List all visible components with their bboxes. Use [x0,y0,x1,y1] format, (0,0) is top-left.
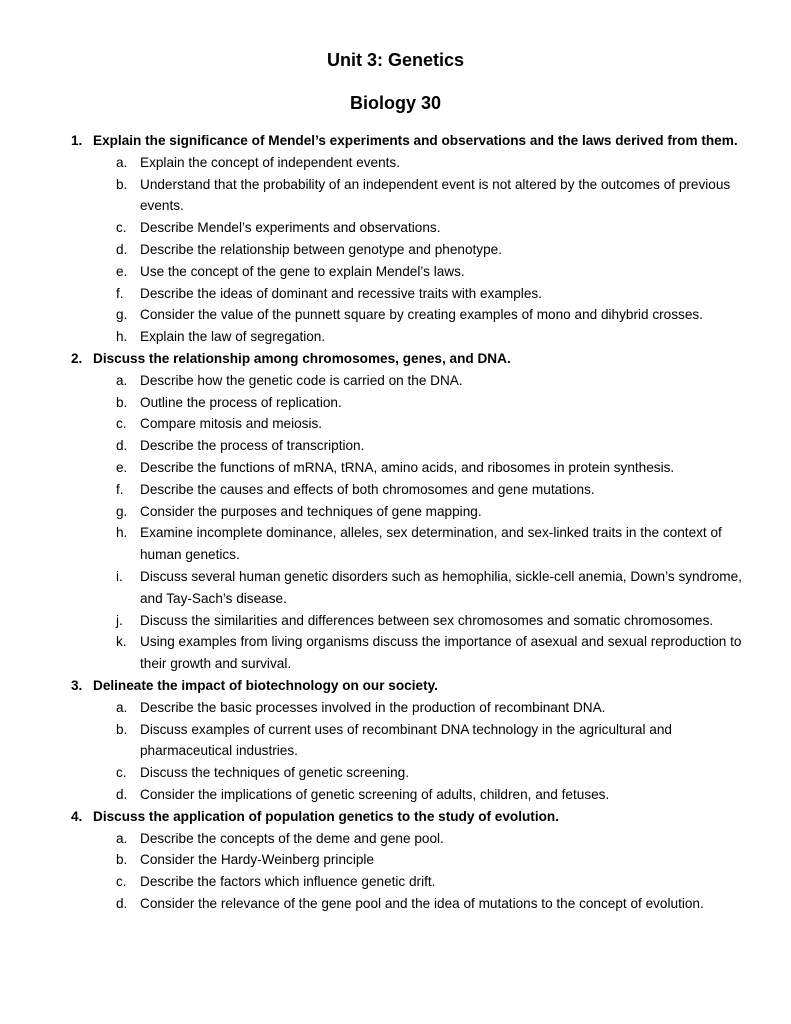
section-heading-row [0,130,791,152]
list-item [0,174,791,218]
list-item-letter: d. [116,241,128,257]
list-item-letter: f. [116,481,124,497]
section-heading-row [0,348,791,370]
list-item-letter: d. [116,438,128,454]
list-item [0,457,791,479]
list-item-text: Compare mitosis and meiosis. [140,416,323,432]
list-item [0,479,791,501]
list-item [0,283,791,305]
list-item-letter: e. [116,459,128,475]
list-item [0,304,791,326]
list-item [0,631,791,675]
list-item-text: Discuss several human genetic disorders such as hemophilia, sickle-cell anemia, Down’s syndrome, and Tay-Sach’s disease. [140,568,742,606]
list-item [0,413,791,435]
list-item-text: Describe the basic processes involved in the production of recombinant DNA. [140,699,606,715]
list-item [0,871,791,893]
list-item-text: Describe Mendel’s experiments and observations. [140,220,441,236]
section-number-cell [0,130,93,152]
list-item-text: Using examples from living organisms discuss the importance of asexual and sexual reproduction to their growth and survival. [140,634,742,672]
list-item [0,261,791,283]
list-item [0,893,791,915]
list-item-letter: b. [116,852,128,868]
list-item [0,784,791,806]
list-item [0,217,791,239]
section-number-cell [0,675,93,697]
list-item-letter: k. [116,634,127,650]
list-item-text: Describe the factors which influence genetic drift. [140,874,436,890]
list-item-text: Explain the law of segregation. [140,329,326,345]
list-item-letter: a. [116,699,128,715]
list-item-letter: c. [116,416,127,432]
list-item-letter: h. [116,525,128,541]
list-item-text: Describe the concepts of the deme and gene pool. [140,830,444,846]
page-title: Unit 3: Genetics [326,50,465,70]
outline-list [0,130,791,915]
list-item-letter: a. [116,830,128,846]
list-item-text: Describe the causes and effects of both chromosomes and gene mutations. [140,481,595,497]
list-item-text: Describe the process of transcription. [140,438,365,454]
list-item [0,762,791,784]
list-item [0,719,791,763]
section-heading: Delineate the impact of biotechnology on our society. [93,677,438,693]
list-item-letter: e. [116,263,128,279]
list-item-text: Consider the implications of genetic screening of adults, children, and fetuses. [140,786,610,802]
section-number: 2. [71,350,83,366]
list-item-letter: c. [116,765,127,781]
list-item-letter: a. [116,372,128,388]
section-number-cell [0,806,93,828]
page-subtitle: Biology 30 [349,93,442,113]
section-number-cell [0,348,93,370]
outline-section [0,806,791,915]
list-item-letter: c. [116,220,127,236]
section-number: 4. [71,808,83,824]
list-item-text: Discuss the techniques of genetic screening. [140,765,410,781]
list-item-text: Consider the Hardy-Weinberg principle [140,852,374,868]
list-item-text: Describe how the genetic code is carried on the DNA. [140,372,463,388]
section-heading: Explain the significance of Mendel’s experiments and observations and the laws derived from them. [93,133,738,148]
list-item-text: Examine incomplete dominance, alleles, sex determination, and sex-linked traits in the context of human genetics. [140,525,722,563]
list-item [0,522,791,566]
list-item-text: Describe the relationship between genotype and phenotype. [140,241,502,257]
list-item-letter: g. [116,503,128,519]
outline-section [0,675,791,806]
list-item-text: Describe the functions of mRNA, tRNA, amino acids, and ribosomes in protein synthesis. [140,459,675,475]
list-item-text: Discuss examples of current uses of recombinant DNA technology in the agricultural and pharmaceutical industries. [140,721,672,759]
section-heading-row [0,675,791,697]
outline-section [0,348,791,675]
list-item [0,370,791,392]
list-item [0,152,791,174]
list-item [0,392,791,414]
section-heading-row [0,806,791,828]
section-heading: Discuss the application of population genetics to the study of evolution. [93,808,559,824]
list-item-letter: b. [116,176,128,192]
section-heading: Discuss the relationship among chromosomes, genes, and DNA. [93,350,511,366]
list-item-text: Discuss the similarities and differences between sex chromosomes and somatic chromosomes. [140,612,714,628]
list-item-letter: a. [116,154,128,170]
list-item-letter: j. [116,612,123,628]
list-item-letter: b. [116,394,128,410]
list-item [0,697,791,719]
list-item-letter: c. [116,874,127,890]
list-item-text: Consider the purposes and techniques of gene mapping. [140,503,482,519]
list-item-letter: d. [116,895,128,911]
list-item [0,610,791,632]
list-item-text: Consider the value of the punnett square by creating examples of mono and dihybrid crosses. [140,307,703,323]
outline-section [0,130,791,348]
list-item [0,326,791,348]
list-item [0,828,791,850]
list-item [0,435,791,457]
list-item-letter: h. [116,329,128,345]
list-item-letter: b. [116,721,128,737]
list-item [0,566,791,610]
list-item [0,849,791,871]
section-number: 1. [71,133,83,148]
list-item-text: Explain the concept of independent events. [140,154,400,170]
list-item [0,239,791,261]
list-item-letter: g. [116,307,128,323]
section-number: 3. [71,677,83,693]
list-item-text: Outline the process of replication. [140,394,342,410]
list-item-text: Understand that the probability of an independent event is not altered by the outcomes of previous events. [140,176,731,214]
list-item-letter: d. [116,786,128,802]
list-item-letter: f. [116,285,124,301]
list-item-text: Describe the ideas of dominant and recessive traits with examples. [140,285,542,301]
list-item [0,501,791,523]
list-item-letter: i. [116,568,123,584]
list-item-text: Use the concept of the gene to explain Mendel’s laws. [140,263,465,279]
list-item-text: Consider the relevance of the gene pool and the idea of mutations to the concept of evolution. [140,895,704,911]
